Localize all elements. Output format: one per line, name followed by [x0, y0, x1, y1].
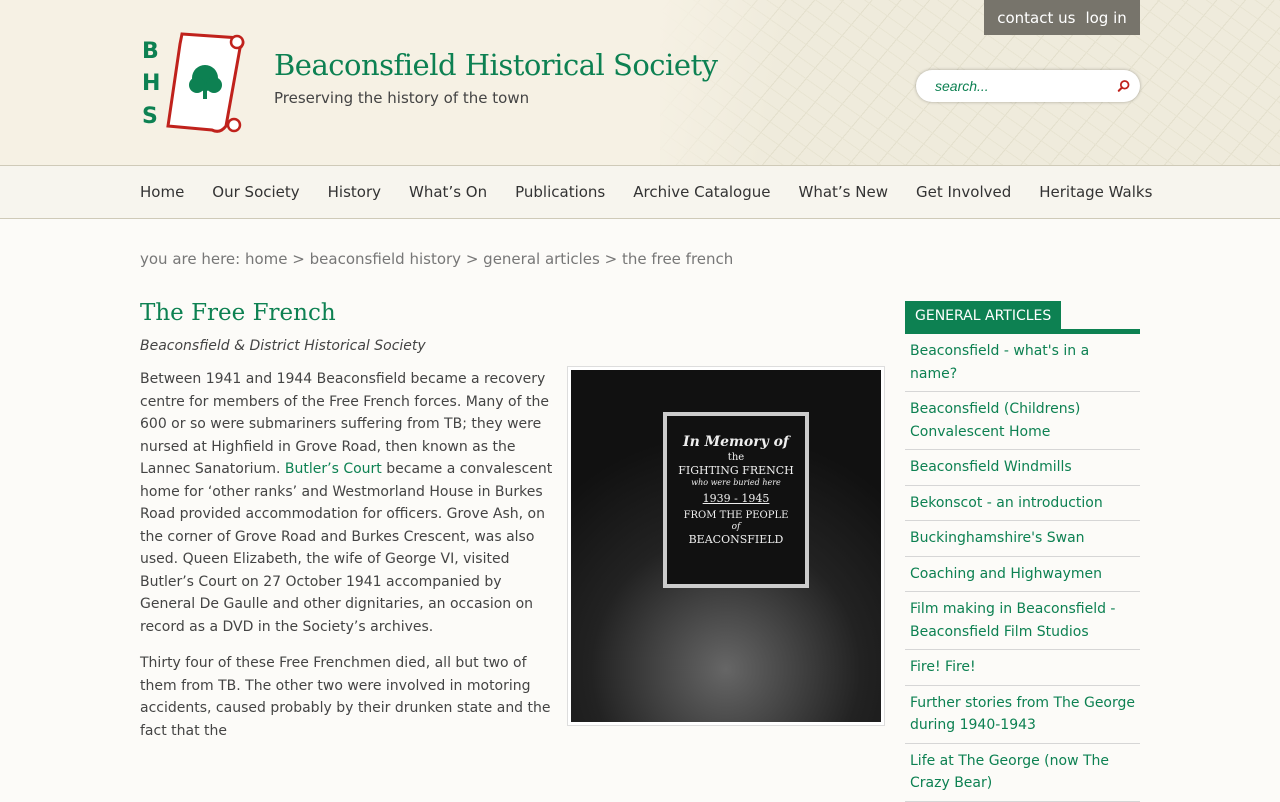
search-icon[interactable] [1117, 75, 1130, 97]
sidebar-link[interactable]: Buckinghamshire's Swan [905, 521, 1140, 557]
sidebar-link[interactable]: Bekonscot - an introduction [905, 486, 1140, 522]
plaque-line: BEACONSFIELD [688, 533, 784, 547]
breadcrumb-current: the free french [621, 250, 734, 268]
sidebar-link[interactable]: Beaconsfield - what's in a name? [905, 334, 1140, 392]
log-in-link[interactable]: log in [1085, 8, 1127, 27]
sidebar-heading: GENERAL ARTICLES [905, 301, 1061, 330]
page-title: The Free French [140, 300, 336, 326]
contact-us-link[interactable]: contact us [997, 8, 1076, 27]
plaque-line: the [727, 451, 745, 463]
search-input[interactable] [935, 78, 1117, 94]
breadcrumb-home[interactable]: home [245, 250, 288, 268]
memorial-photo[interactable] [567, 366, 885, 726]
site-title[interactable]: Beaconsfield Historical Society [274, 48, 718, 82]
plaque-line: who were buried here [691, 477, 781, 487]
svg-text:H: H [142, 71, 161, 96]
plaque-line: In Memory of [683, 434, 789, 450]
breadcrumb: you are here: home > beaconsfield history > general articles > the free french [140, 250, 734, 268]
bhs-logo[interactable] [140, 30, 250, 136]
sidebar-link[interactable]: Fire! Fire! [905, 650, 1140, 686]
sidebar-link[interactable]: Coaching and Highwaymen [905, 557, 1140, 593]
plaque-line: FIGHTING FRENCH [678, 464, 794, 477]
plaque-line: 1939 - 1945 [702, 491, 770, 505]
nav-whats-on[interactable]: What’s On [409, 183, 488, 201]
article-paragraph: Thirty four of these Free Frenchmen died, all but two of them from TB. The other two were involved in motoring accidents, caused probably by their drunken state and the fact that the [140, 655, 551, 739]
search-box [916, 70, 1140, 102]
svg-text:S: S [142, 104, 158, 129]
nav-history[interactable]: History [327, 183, 382, 201]
top-links [984, 0, 1140, 35]
breadcrumb-general-articles[interactable]: general articles [483, 250, 600, 268]
sidebar-link[interactable]: Further stories from The George during 1940-1943 [905, 686, 1140, 744]
sidebar-link[interactable]: Beaconsfield Windmills [905, 450, 1140, 486]
nav-archive-catalogue[interactable]: Archive Catalogue [633, 183, 771, 201]
plaque-line: FROM THE PEOPLE [683, 509, 789, 521]
paragraph-text: Between 1941 and 1944 Beaconsfield became a recovery centre for members of the Free French forces. Many of the 600 or so were submariners suffering from TB; they were nursed at Highfield in Grove Road, then known as the Lannec Sanatorium. [140, 371, 549, 477]
breadcrumb-beaconsfield-history[interactable]: beaconsfield history [309, 250, 462, 268]
nav-home[interactable]: Home [140, 183, 185, 201]
sidebar-general-articles [905, 301, 1140, 802]
butlers-court-link[interactable]: Butler’s Court [284, 461, 382, 477]
paragraph-text: became a convalescent home for ‘other ranks’ and Westmorland House in Burkes Road provided accommodation for officers. Grove Ash, on the corner of Grove Road and Burkes Crescent, was also used. Queen Elizabeth, the wife of George VI, visited Butler’s Court on 27 October 1941 accompanied by General De Gaulle and other dignitaries, an occasion on record as a DVD in the Society’s archives. [140, 461, 553, 635]
article-subtitle: Beaconsfield & District Historical Society [140, 338, 426, 354]
nav-publications[interactable]: Publications [515, 183, 606, 201]
nav-heritage-walks[interactable]: Heritage Walks [1039, 183, 1153, 201]
site-tagline: Preserving the history of the town [274, 89, 530, 107]
nav-our-society[interactable]: Our Society [212, 183, 300, 201]
breadcrumb-prefix: you are here: [140, 250, 241, 268]
plaque-line: of [731, 522, 741, 532]
svg-text:B: B [142, 39, 159, 64]
memorial-plaque [663, 412, 809, 588]
sidebar-link[interactable]: Beaconsfield (Childrens) Convalescent Home [905, 392, 1140, 450]
site-header [0, 0, 1280, 165]
nav-whats-new[interactable]: What’s New [798, 183, 888, 201]
sidebar-link[interactable]: Life at The George (now The Crazy Bear) [905, 744, 1140, 802]
main-nav [0, 165, 1280, 219]
nav-get-involved[interactable]: Get Involved [915, 183, 1012, 201]
sidebar-link[interactable]: Film making in Beaconsfield - Beaconsfield Film Studios [905, 592, 1140, 650]
article [140, 300, 885, 756]
